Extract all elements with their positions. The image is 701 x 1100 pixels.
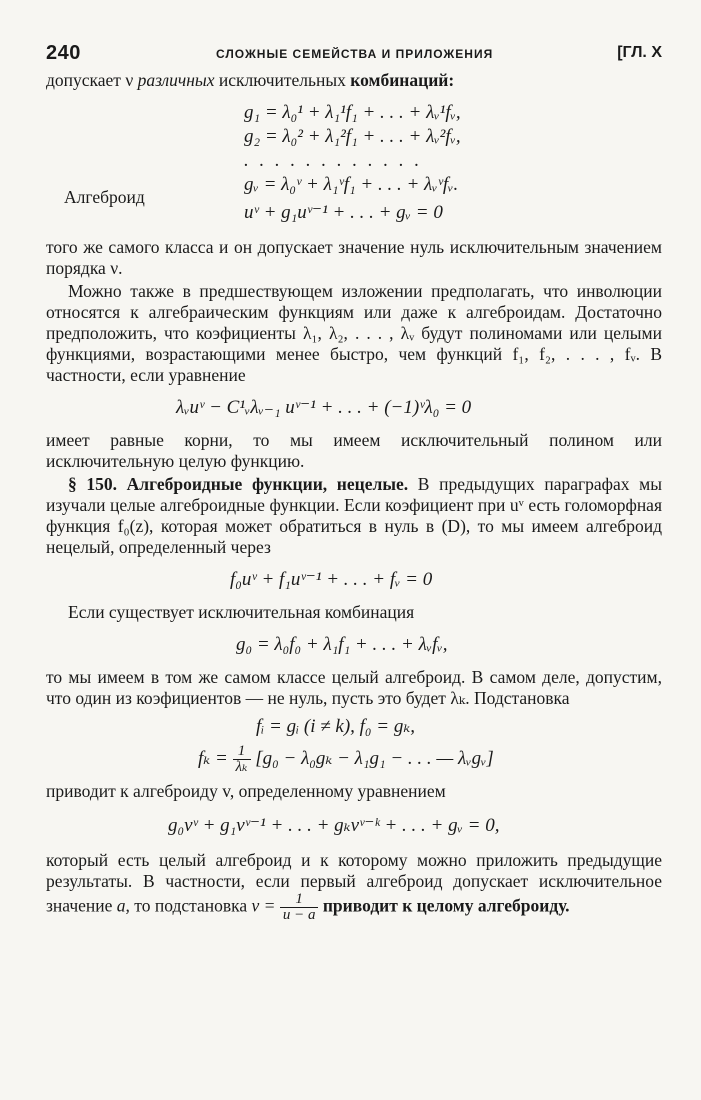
paragraph-combinations <box>46 70 662 91</box>
fk-left: fₖ = <box>198 748 228 769</box>
equation-fk <box>198 743 662 775</box>
equation-f0: f₀uᵛ + f₁uᵛ⁻¹ + . . . + fᵥ = 0 <box>230 569 433 590</box>
section-title: § 150. Алгеброидные функции, нецелые. <box>68 474 409 494</box>
fraction-numerator: 1 <box>233 744 251 760</box>
section-150 <box>46 474 662 558</box>
book-page <box>46 30 662 923</box>
equation-g0: g₀ = λ₀f₀ + λ₁f₁ + . . . + λᵥfᵥ, <box>236 634 448 655</box>
algebroid-line <box>46 187 662 229</box>
paragraph-involutions: Можно также в предшествующем изложении предполагать, что инволюции относятся к алгебраическим функциям или даже к алгеброидам. Достаточно предположить, что коэфициенты λ₁, λ₂, . . . , λᵥ будут полиномами или целыми функциями, возрастающими менее быстро, чем функций f₁, f₂, . . . , fᵥ. В частности, если уравнение <box>46 281 662 385</box>
equation-system <box>244 101 662 197</box>
page-number: 240 <box>46 42 81 64</box>
paragraph-equal-roots: имеет равные корни, то мы имеем исключительный полином или исключительную целую функцию. <box>46 430 662 471</box>
paragraph-conclusion <box>46 850 662 923</box>
equation-g2: g₂ = λ₀² + λ₁²f₁ + . . . + λᵥ²fᵥ, <box>244 126 461 147</box>
bold-run: комбинаций: <box>350 70 455 90</box>
equation-gv: gᵥ = λ₀ᵛ + λ₁ᵛf₁ + . . . + λᵥᵛfᵥ. <box>244 174 459 195</box>
italic-run: различных <box>137 70 215 90</box>
conclusion-fraction <box>280 892 319 923</box>
italic-run: v = <box>251 895 276 916</box>
equation-dots: . . . . . . . . . . . . <box>244 150 423 171</box>
algebroid-label: Алгеброид <box>64 187 145 207</box>
paragraph-leads-to: приводит к алгеброиду v, определенному уравнением <box>46 781 446 802</box>
text-run: то подстановка <box>134 895 248 916</box>
text-run: допускает ν <box>46 70 134 90</box>
paragraph-same-class: то мы имеем в том же самом классе целый алгеброид. В самом деле, допустим, что один из коэфициентов — не нуль, пусть это будет λₖ. Подстановка <box>46 667 662 708</box>
fraction-denominator: λₖ <box>235 759 248 776</box>
equation-lambda: λᵥuᵛ − C¹ᵥλᵥ₋₁ uᵛ⁻¹ + . . . + (−1)ᵛλ₀ = 0 <box>176 397 472 418</box>
equation-g1: g₁ = λ₀¹ + λ₁¹f₁ + . . . + λᵥ¹fᵥ, <box>244 102 461 123</box>
paragraph-exceptional: Если существует исключительная комбинация <box>68 602 415 622</box>
chapter-marker: [ГЛ. X <box>617 44 662 61</box>
equation-substitution: fᵢ = gᵢ (i ≠ k), f₀ = gₖ, <box>256 716 416 737</box>
page-header <box>46 30 662 70</box>
text-run: исключительных <box>218 70 346 90</box>
italic-run: a, <box>116 895 130 916</box>
equation-u: uᵛ + g₁uᵛ⁻¹ + . . . + gᵥ = 0 <box>244 202 443 223</box>
paragraph-class: того же самого класса и он допускает значение нуль исключительным значением порядка ν. <box>46 237 662 278</box>
fraction-denominator: u − a <box>282 907 316 924</box>
fraction-numerator: 1 <box>280 892 319 908</box>
bold-run: приводит к целому алгеброиду. <box>322 895 570 916</box>
section-body: В предыдущих параграфах мы изучали целые алгеброидные функции. Если коэфициент при uᵛ есть голоморфная функция f₀(z), которая может обратиться в нуль в (D), то мы имеем алгеброид нецелый, определенный через <box>46 474 663 557</box>
text-run: который есть целый алгеброид и к которому можно приложить предыдущие результаты. В частности, если первый алгеброид допускает исключительное значение <box>46 850 662 916</box>
fk-right: [g₀ − λ₀gₖ − λ₁g₁ − . . . — λᵥgᵥ] <box>255 748 494 769</box>
fk-fraction <box>233 744 251 775</box>
equation-v: g₀vᵛ + g₁vᵛ⁻¹ + . . . + gₖvᵛ⁻ᵏ + . . . + gᵥ = 0, <box>168 815 500 837</box>
running-title: СЛОЖНЫЕ СЕМЕЙСТВА И ПРИЛОЖЕНИЯ <box>216 47 494 61</box>
